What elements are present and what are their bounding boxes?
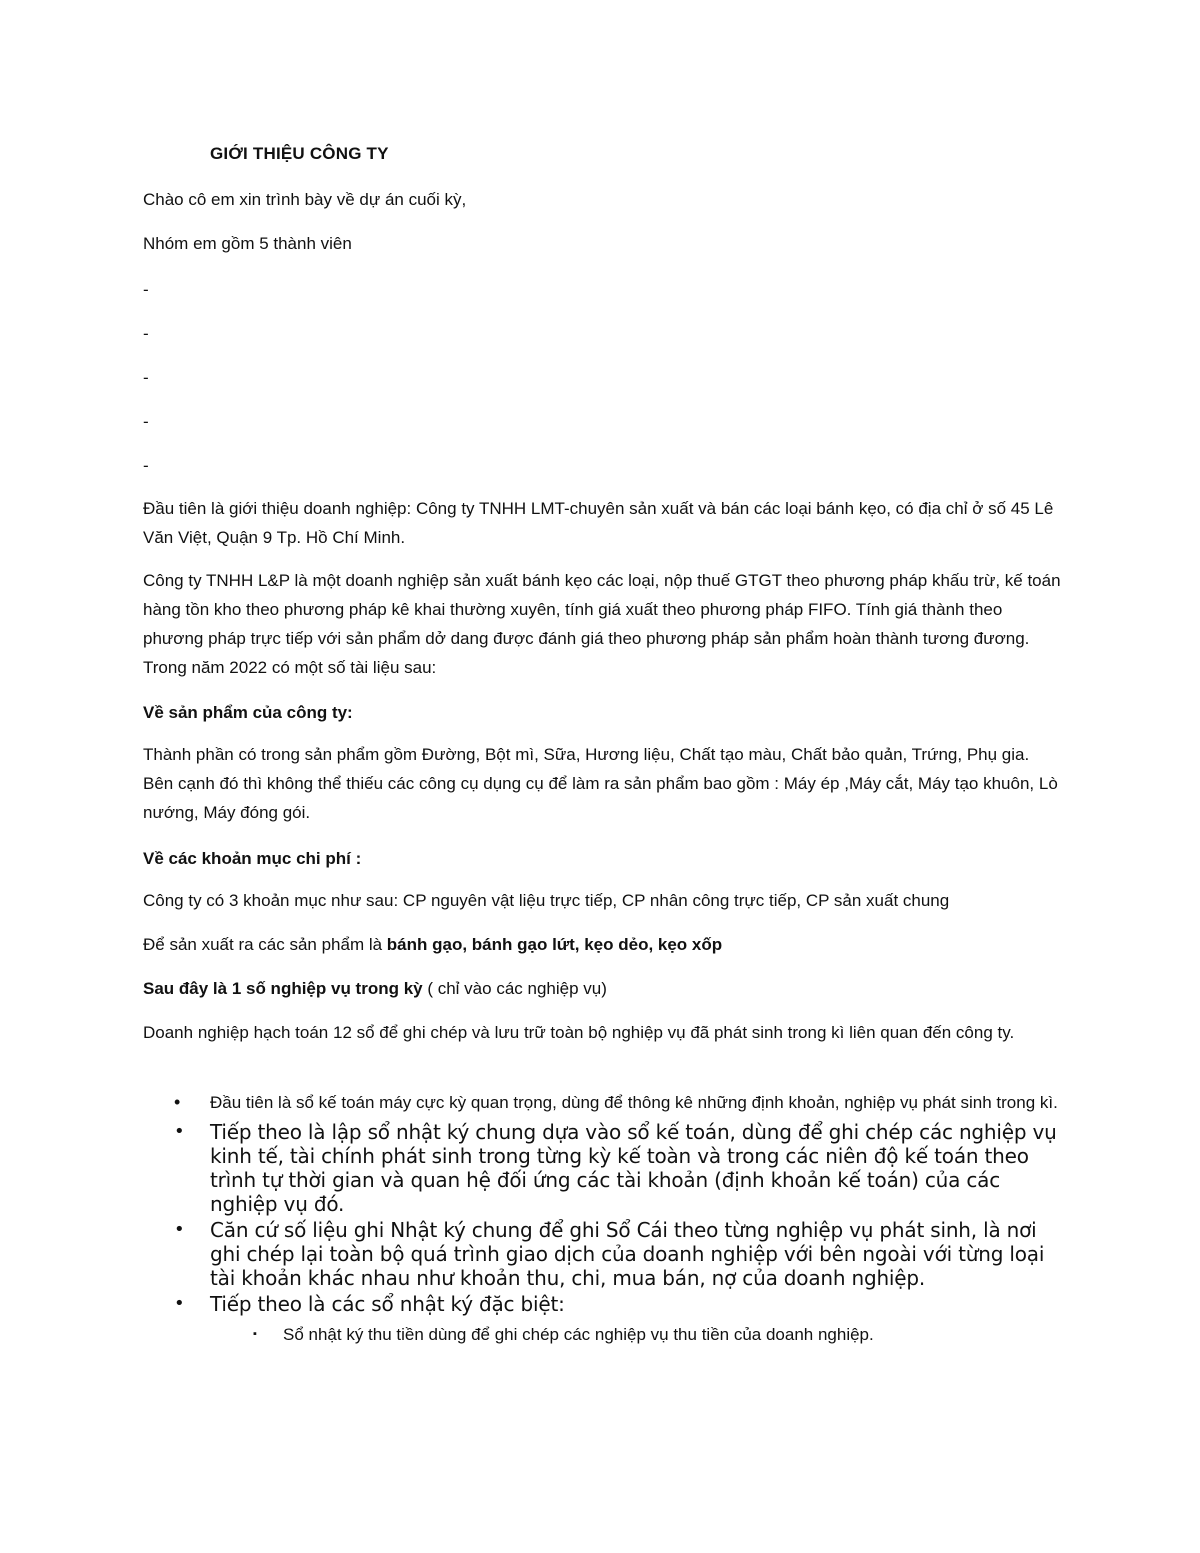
member-dash-2: - xyxy=(143,324,149,343)
production-products: bánh gạo, bánh gạo lứt, kẹo dẻo, kẹo xốp xyxy=(386,935,723,954)
bullet-icon: • xyxy=(174,1293,185,1314)
intro-paragraph: Đầu tiên là giới thiệu doanh nghiệp: Công ty TNHH LMT-chuyên sản xuất và bán các loại bánh kẹo, có địa chỉ ở số 45 Lê Văn Việt, Quận 9 Tp. Hồ Chí Minh. xyxy=(143,499,1054,547)
bullet-text: Căn cứ số liệu ghi Nhật ký chung để ghi Sổ Cái theo từng nghiệp vụ phát sinh, là nơi ghi chép lại toàn bộ quá trình giao dịch của doanh nghiệp với bên ngoài với từng loại tài khoản khác nhau như khoản thu, chi, mua bán, nợ của doanh nghiệp. xyxy=(210,1218,1045,1290)
bullet-icon: • xyxy=(174,1121,185,1142)
list-item xyxy=(174,1120,1060,1216)
costs-description: Công ty có 3 khoản mục như sau: CP nguyên vật liệu trực tiếp, CP nhân công trực tiếp, CP sản xuất chung xyxy=(143,891,950,910)
transactions-line xyxy=(143,974,1063,1003)
square-bullet-icon: ▪ xyxy=(253,1328,257,1340)
list-item xyxy=(174,1292,1060,1316)
ledger-intro: Doanh nghiệp hạch toán 12 sổ để ghi chép và lưu trữ toàn bộ nghiệp vụ đã phát sinh trong kì liên quan đến công ty. xyxy=(143,1023,1015,1042)
member-dash-1: - xyxy=(143,280,149,299)
ledger-bullet-list xyxy=(0,1088,1200,1349)
bullet-text: Đầu tiên là sổ kế toán máy cực kỳ quan trọng, dùng để thông kê những định khoản, nghiệp vụ phát sinh trong kì. xyxy=(210,1093,1058,1112)
transactions-note: ( chỉ vào các nghiệp vụ) xyxy=(422,979,607,998)
member-dash-3: - xyxy=(143,368,149,387)
member-dash-5: - xyxy=(143,456,149,475)
bullet-text: Tiếp theo là lập sổ nhật ký chung dựa vào sổ kế toán, dùng để ghi chép các nghiệp vụ kinh tế, tài chính phát sinh trong từng kỳ kế toàn và trong các niên độ kế toán theo trình tự thời gian và quan hệ đối ứng các tài khoản (định khoản kế toán) của các nghiệp vụ đó. xyxy=(210,1120,1057,1216)
products-heading: Về sản phẩm của công ty: xyxy=(143,703,353,722)
sub-bullet-text: Sổ nhật ký thu tiền dùng để ghi chép các nghiệp vụ thu tiền của doanh nghiệp. xyxy=(283,1325,874,1344)
bullet-text: Tiếp theo là các sổ nhật ký đặc biệt: xyxy=(210,1292,565,1316)
transactions-heading: Sau đây là 1 số nghiệp vụ trong kỳ xyxy=(143,979,423,998)
group-line: Nhóm em gồm 5 thành viên xyxy=(143,234,352,253)
sub-list-item xyxy=(253,1320,1083,1349)
production-prefix: Để sản xuất ra các sản phẩm là xyxy=(143,935,387,954)
products-description: Thành phần có trong sản phẩm gồm Đường, Bột mì, Sữa, Hương liệu, Chất tạo màu, Chất bảo quản, Trứng, Phụ gia. Bên cạnh đó thì không thể thiếu các công cụ dụng cụ để làm ra sản phẩm bao gồm : Máy ép ,Máy cắt, Máy tạo khuôn, Lò nướng, Máy đóng gói. xyxy=(143,745,1058,822)
greeting-line: Chào cô em xin trình bày về dự án cuối kỳ, xyxy=(143,190,467,209)
bullet-icon: • xyxy=(174,1219,185,1240)
costs-heading: Về các khoản mục chi phí : xyxy=(143,849,362,868)
list-item xyxy=(174,1218,1060,1290)
document-title: GIỚI THIỆU CÔNG TY xyxy=(210,144,389,163)
bullet-icon: • xyxy=(174,1092,181,1112)
company-description: Công ty TNHH L&P là một doanh nghiệp sản xuất bánh kẹo các loại, nộp thuế GTGT theo phương pháp khấu trừ, kế toán hàng tồn kho theo phương pháp kê khai thường xuyên, tính giá xuất theo phương pháp FIFO. Tính giá thành theo phương pháp trực tiếp với sản phẩm dở dang được đánh giá theo phương pháp sản phẩm hoàn thành tương đương. Trong năm 2022 có một số tài liệu sau: xyxy=(143,571,1061,677)
list-item xyxy=(174,1088,1060,1117)
member-dash-4: - xyxy=(143,412,149,431)
production-line xyxy=(143,930,1063,959)
